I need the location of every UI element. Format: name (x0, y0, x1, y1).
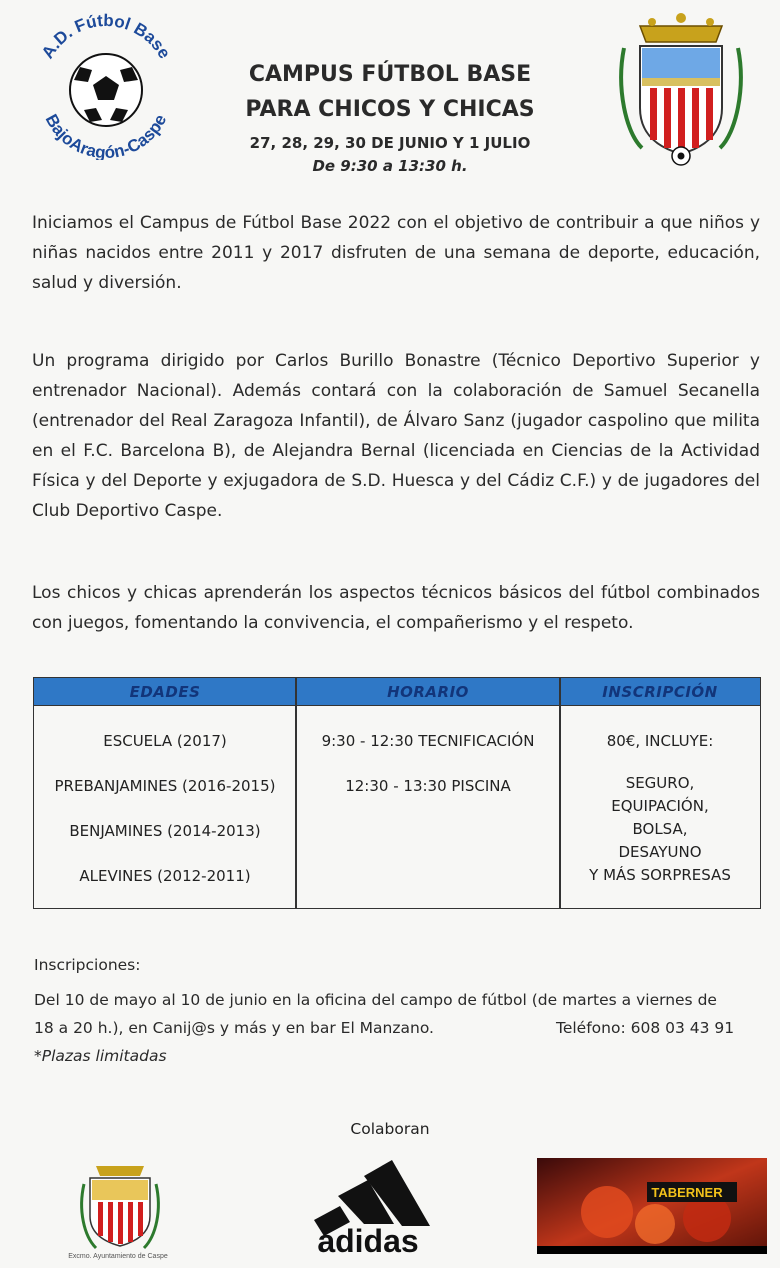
page-subtitle: PARA CHICOS Y CHICAS (245, 97, 535, 122)
table-cell: ESCUELA (2017) (103, 732, 227, 750)
header-horario: HORARIO (387, 683, 469, 701)
table-header (34, 678, 760, 706)
ayuntamiento-caption: Excmo. Ayuntamiento de Caspe (68, 1253, 168, 1260)
header-edades: EDADES (129, 683, 201, 701)
adidas-logo (296, 1158, 441, 1258)
table-cell: 9:30 - 12:30 TECNIFICACIÓN (321, 732, 535, 750)
campus-dates: 27, 28, 29, 30 DE JUNIO Y 1 JULIO (249, 134, 531, 152)
phone-number: Teléfono: 608 03 43 91 (556, 1019, 735, 1037)
colaboran-label: Colaboran (350, 1120, 430, 1138)
price-cell: 80€, INCLUYE: (606, 732, 714, 750)
page-title: CAMPUS FÚTBOL BASE (248, 62, 532, 87)
inscripciones-label: Inscripciones: (34, 956, 141, 974)
campus-hours: De 9:30 a 13:30 h. (312, 157, 468, 175)
club-crest-icon (612, 8, 750, 166)
inscripciones-line1: Del 10 de mayo al 10 de junio en la oficina del campo de fútbol (de martes a viernes de (34, 991, 717, 1009)
table-cell: PREBANJAMINES (2016-2015) (54, 777, 276, 795)
table-cell: BENJAMINES (2014-2013) (69, 822, 261, 840)
table-cell: 12:30 - 13:30 PISCINA (345, 777, 511, 795)
taberner-wordmark: TABERNER (651, 1185, 723, 1200)
header-inscripcion: INSCRIPCIÓN (602, 683, 718, 701)
table-cell: Y MÁS SORPRESAS (589, 866, 731, 884)
intro-paragraph: Iniciamos el Campus de Fútbol Base 2022 con el objetivo de contribuir a que niños y niñas nacidos entre 2011 y 2017 disfruten de una semana de deporte, educación, salud y diversión. (32, 213, 760, 293)
club-logo (22, 10, 192, 160)
taberner-logo (537, 1158, 767, 1254)
inscripciones-line2: 18 a 20 h.), en Canij@s y más y en bar El Manzano. (34, 1019, 434, 1037)
logo-arc-bottom: BajoAragón-Caspe (41, 111, 171, 160)
adidas-wordmark: adidas (317, 1223, 419, 1258)
table-cell: SEGURO, (625, 774, 695, 792)
logo-arc-top: A.D. Fútbol Base (37, 10, 175, 62)
table-cell: BOLSA, (632, 820, 688, 838)
info-table (33, 677, 761, 909)
limited-note: *Plazas limitadas (34, 1047, 167, 1065)
ayuntamiento-logo (40, 1160, 200, 1260)
table-cell: EQUIPACIÓN, (611, 797, 709, 815)
table-cell: ALEVINES (2012-2011) (79, 867, 251, 885)
learning-paragraph: Los chicos y chicas aprenderán los aspectos técnicos básicos del fútbol combinados con juegos, fomentando la convivencia, el compañerismo y el respeto. (32, 583, 760, 633)
program-paragraph: Un programa dirigido por Carlos Burillo Bonastre (Técnico Deportivo Superior y entrenador Nacional). Además contará con la colaboración de Samuel Secanella (entrenador del Real Zaragoza Infantil), de Álvaro Sanz (jugador caspolino que milita en el F.C. Barcelona B), de Alejandra Bernal (licenciada en Ciencias de la Actividad Física y del Deporte y exjugadora de S.D. Huesca y del Cádiz C.F.) y de jugadores del Club Deportivo Caspe. (32, 351, 760, 521)
table-cell: DESAYUNO (618, 843, 702, 861)
